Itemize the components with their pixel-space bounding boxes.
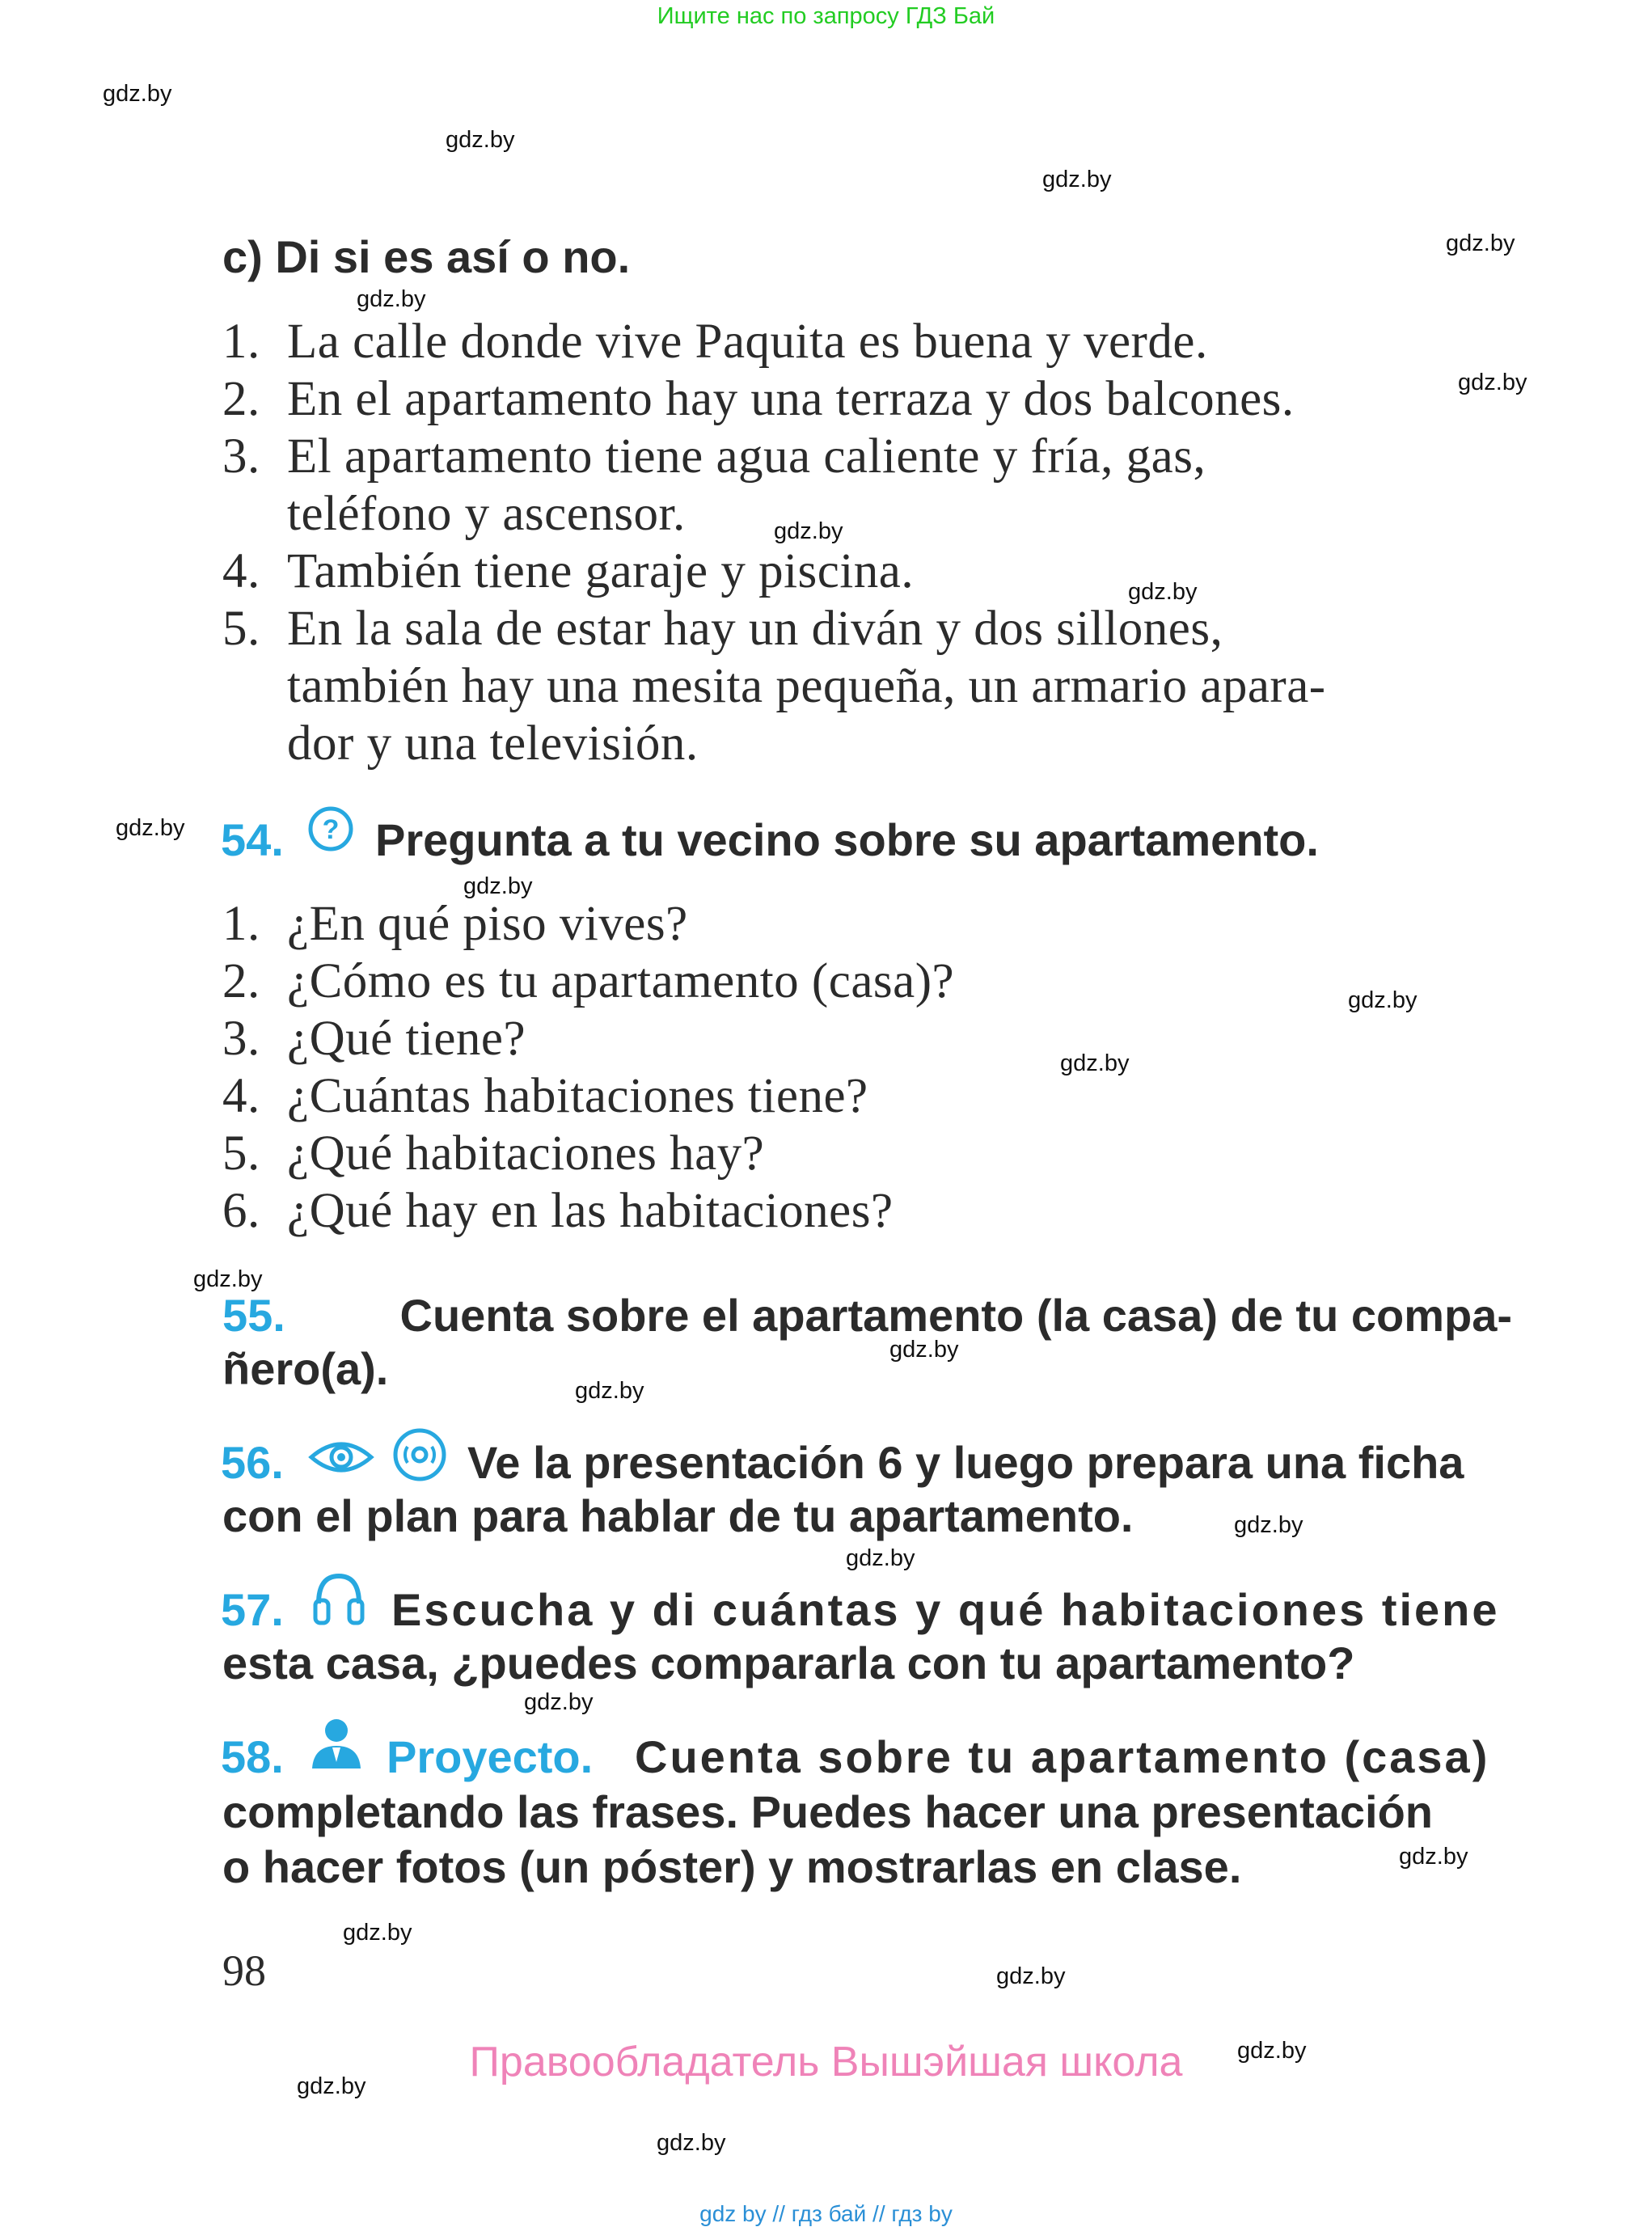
item-number: 4. [222,1069,260,1123]
watermark: gdz.by [193,1266,263,1292]
item-text: ¿En qué piso vives? [287,897,688,951]
watermark: gdz.by [524,1689,594,1715]
item-number: 4. [222,544,260,598]
exercise-56-line-2: con el plan para hablar de tu apartamento. [222,1490,1134,1541]
question-5 [222,1126,764,1182]
exercise-58-number: 58. [221,1731,284,1782]
item-number: 1. [222,315,260,369]
item-number: 2. [222,372,260,426]
watermark: gdz.by [575,1378,644,1404]
top-banner[interactable]: Ищите нас по запросу ГДЗ Бай [657,3,995,29]
question-2 [222,953,954,1010]
watermark: gdz.by [657,2130,726,2156]
question-4 [222,1068,868,1125]
watermark: gdz.by [1042,167,1112,192]
statement-3 [222,429,1206,485]
item-text: También tiene garaje y piscina. [287,544,915,598]
watermark: gdz.by [996,1963,1066,1989]
item-number: 5. [222,602,260,656]
person-icon [310,1717,363,1773]
exercise-58-line-3: o hacer fotos (un póster) y mostrarlas en clase. [222,1841,1242,1892]
exercise-58-line-1: Cuenta sobre tu apartamento (casa) [635,1731,1490,1782]
page-number: 98 [222,1946,266,1995]
watermark: gdz.by [846,1545,915,1571]
statement-5 [222,601,1223,657]
item-text: ¿Qué hay en las habitaciones? [287,1184,894,1238]
watermark: gdz.by [103,81,172,107]
item-number: 3. [222,1012,260,1066]
watermark: gdz.by [116,815,185,841]
item-text: ¿Qué tiene? [287,1012,526,1066]
statement-3-line-2: teléfono y ascensor. [287,487,686,541]
item-text: ¿Cómo es tu apartamento (casa)? [287,954,955,1008]
section-c-title: c) Di si es así o no. [222,231,631,282]
exercise-54-number: 54. [221,814,284,865]
exercise-57-text: Escucha y di cuántas y qué habitaciones tiene [391,1584,1500,1635]
eye-icon [308,1436,374,1482]
watermark: gdz.by [1399,1844,1468,1870]
statement-5-line-3: dor y una televisión. [287,716,699,771]
watermark: gdz.by [1237,2038,1307,2064]
svg-text:?: ? [322,814,340,845]
watermark: gdz.by [1348,987,1418,1013]
statement-1 [222,314,1208,370]
item-number: 1. [222,897,260,951]
exercise-57-number: 57. [221,1584,284,1635]
headphones-icon [312,1571,365,1633]
watermark: gdz.by [1060,1050,1130,1076]
item-number: 5. [222,1126,260,1181]
exercise-56-line-1: Ve la presentación 6 y luego prepara una ficha [467,1437,1464,1488]
statement-5-line-2: también hay una mesita pequeña, un armario apara- [287,659,1326,713]
exercise-55-line-1 [222,1289,1512,1342]
item-number: 3. [222,429,260,484]
watermark: gdz.by [1458,370,1527,395]
exercise-58-line-2: completando las frases. Puedes hacer una presentación [222,1786,1433,1837]
watermark: gdz.by [1446,230,1515,256]
copyright-notice: Правообладатель Вышэйшая школа [469,2039,1183,2085]
item-text: En el apartamento hay una terraza y dos balcones. [287,372,1295,426]
exercise-57-line-2: esta casa, ¿puedes compararla con tu apartamento? [222,1638,1355,1688]
watermark: gdz.by [297,2073,366,2099]
exercise-56-number: 56. [221,1437,284,1488]
statement-2 [222,371,1295,428]
item-number: 2. [222,954,260,1008]
question-3 [222,1011,526,1067]
question-1 [222,896,688,953]
question-6 [222,1183,894,1240]
exercise-54-title: Pregunta a tu vecino sobre su apartamento. [375,814,1319,865]
question-icon [308,806,353,856]
exercise-58-label: Proyecto. [387,1731,594,1782]
item-text: ¿Qué habitaciones hay? [287,1126,765,1181]
watermark: gdz.by [357,286,426,312]
exercise-55-text: Cuenta sobre el apartamento (la casa) de tu compa- [399,1290,1512,1341]
exercise-57-line-1 [391,1583,1512,1636]
item-text: ¿Cuántas habitaciones tiene? [287,1069,868,1123]
exercise-55-line-2: ñero(a). [222,1343,389,1394]
disc-icon [391,1426,448,1487]
bottom-links[interactable]: gdz by // гдз бай // гдз by [699,2201,953,2226]
statement-4 [222,543,914,600]
watermark: gdz.by [1234,1512,1303,1538]
item-text: La calle donde vive Paquita es buena y verde. [287,315,1208,369]
watermark: gdz.by [463,873,533,899]
watermark: gdz.by [889,1337,959,1363]
item-number: 6. [222,1184,260,1238]
exercise-55-number: 55. [222,1290,285,1341]
watermark: gdz.by [446,127,515,153]
item-text: El apartamento tiene agua caliente y fría, gas, [287,429,1206,484]
watermark: gdz.by [1128,579,1198,605]
item-text: En la sala de estar hay un diván y dos sillones, [287,602,1223,656]
watermark: gdz.by [343,1920,412,1946]
watermark: gdz.by [774,518,843,544]
